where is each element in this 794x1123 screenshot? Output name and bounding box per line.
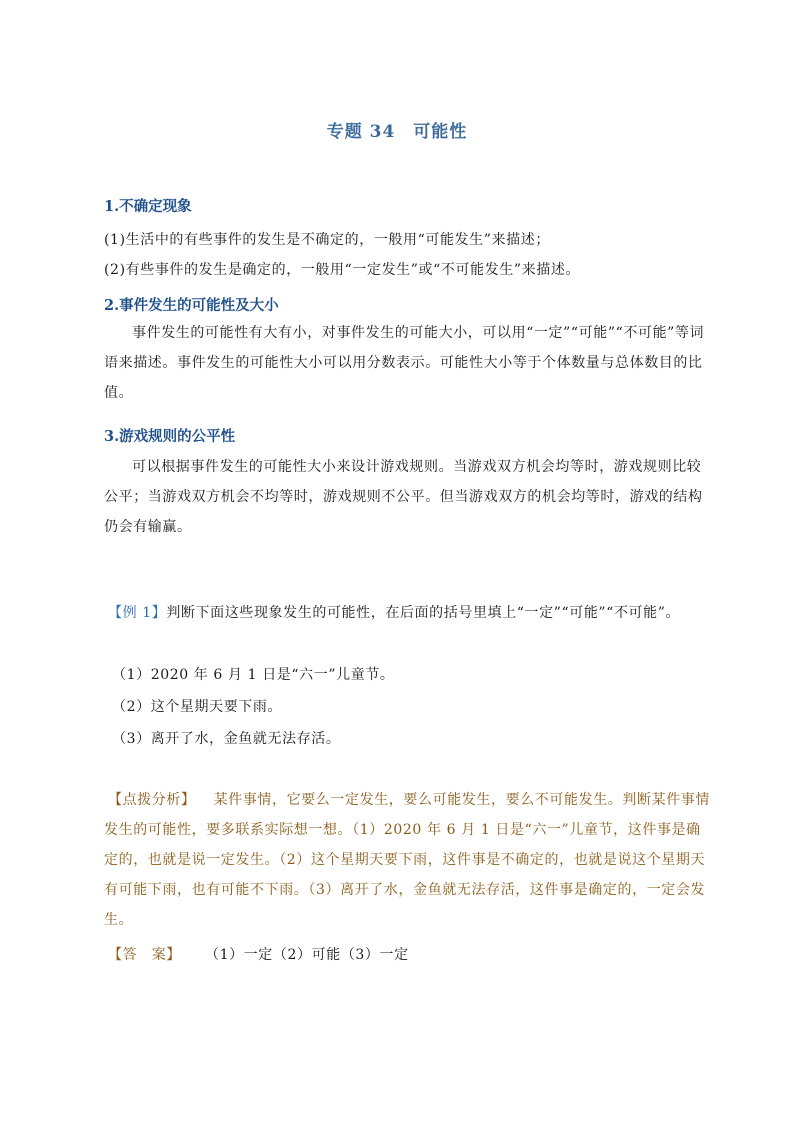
analysis-text: 某件事情，它要么一定发生，要么可能发生，要么不可能发生。判断某件事情发生的可能性，要多联系实际想一想。（1）2020 年 6 月 1 日是“六一”儿童节，这件事是确定的，也就是说一定发生。（2）这个星期天要下雨，这件事是不确定的，也就是说这个星期天有可能下雨，也有可能不下雨。（3）离开了水，金鱼就无法存活，这件事是确定的，一定会发生。 <box>104 792 711 928</box>
page-title: 专题 34 可能性 <box>326 122 468 142</box>
example-label: 【例 1】 <box>108 605 167 621</box>
analysis-block <box>104 785 712 935</box>
section1-item2: (2)有些事件的发生是确定的，一般用“一定发生”或“不可能发生”来描述。 <box>104 262 581 278</box>
example-item1: （1）2020 年 6 月 1 日是“六一”儿童节。 <box>112 667 395 683</box>
example-item3: （3）离开了水，金鱼就无法存活。 <box>112 731 341 747</box>
section2-heading: 2.事件发生的可能性及大小 <box>104 297 279 314</box>
section2-paragraph: 事件发生的可能性有大有小，对事件发生的可能大小，可以用“一定”“可能”“不可能”等词语来描述。事件发生的可能性大小可以用分数表示。可能性大小等于个体数量与总体数目的比值。 <box>104 325 705 401</box>
answer-label: 【答 案】 <box>108 947 181 963</box>
answer-text: （1）一定（2）可能（3）一定 <box>205 947 409 963</box>
example-question-text: 判断下面这些现象发生的可能性，在后面的括号里填上“一定”“可能”“不可能”。 <box>166 605 681 621</box>
section1-heading: 1.不确定现象 <box>104 198 192 215</box>
example-question <box>104 598 712 628</box>
section3-heading: 3.游戏规则的公平性 <box>104 428 236 445</box>
answer-line <box>108 944 409 964</box>
section1-item1: (1)生活中的有些事件的发生是不确定的，一般用“可能发生”来描述； <box>104 232 550 248</box>
section3-paragraph: 可以根据事件发生的可能性大小来设计游戏规则。当游戏双方机会均等时，游戏规则比较公平；当游戏双方机会不均等时，游戏规则不公平。但当游戏双方的机会均等时，游戏的结构仍会有输赢。 <box>104 459 703 535</box>
example-item2: （2）这个星期天要下雨。 <box>112 699 283 715</box>
analysis-label: 【点拨分析】 <box>108 792 196 808</box>
